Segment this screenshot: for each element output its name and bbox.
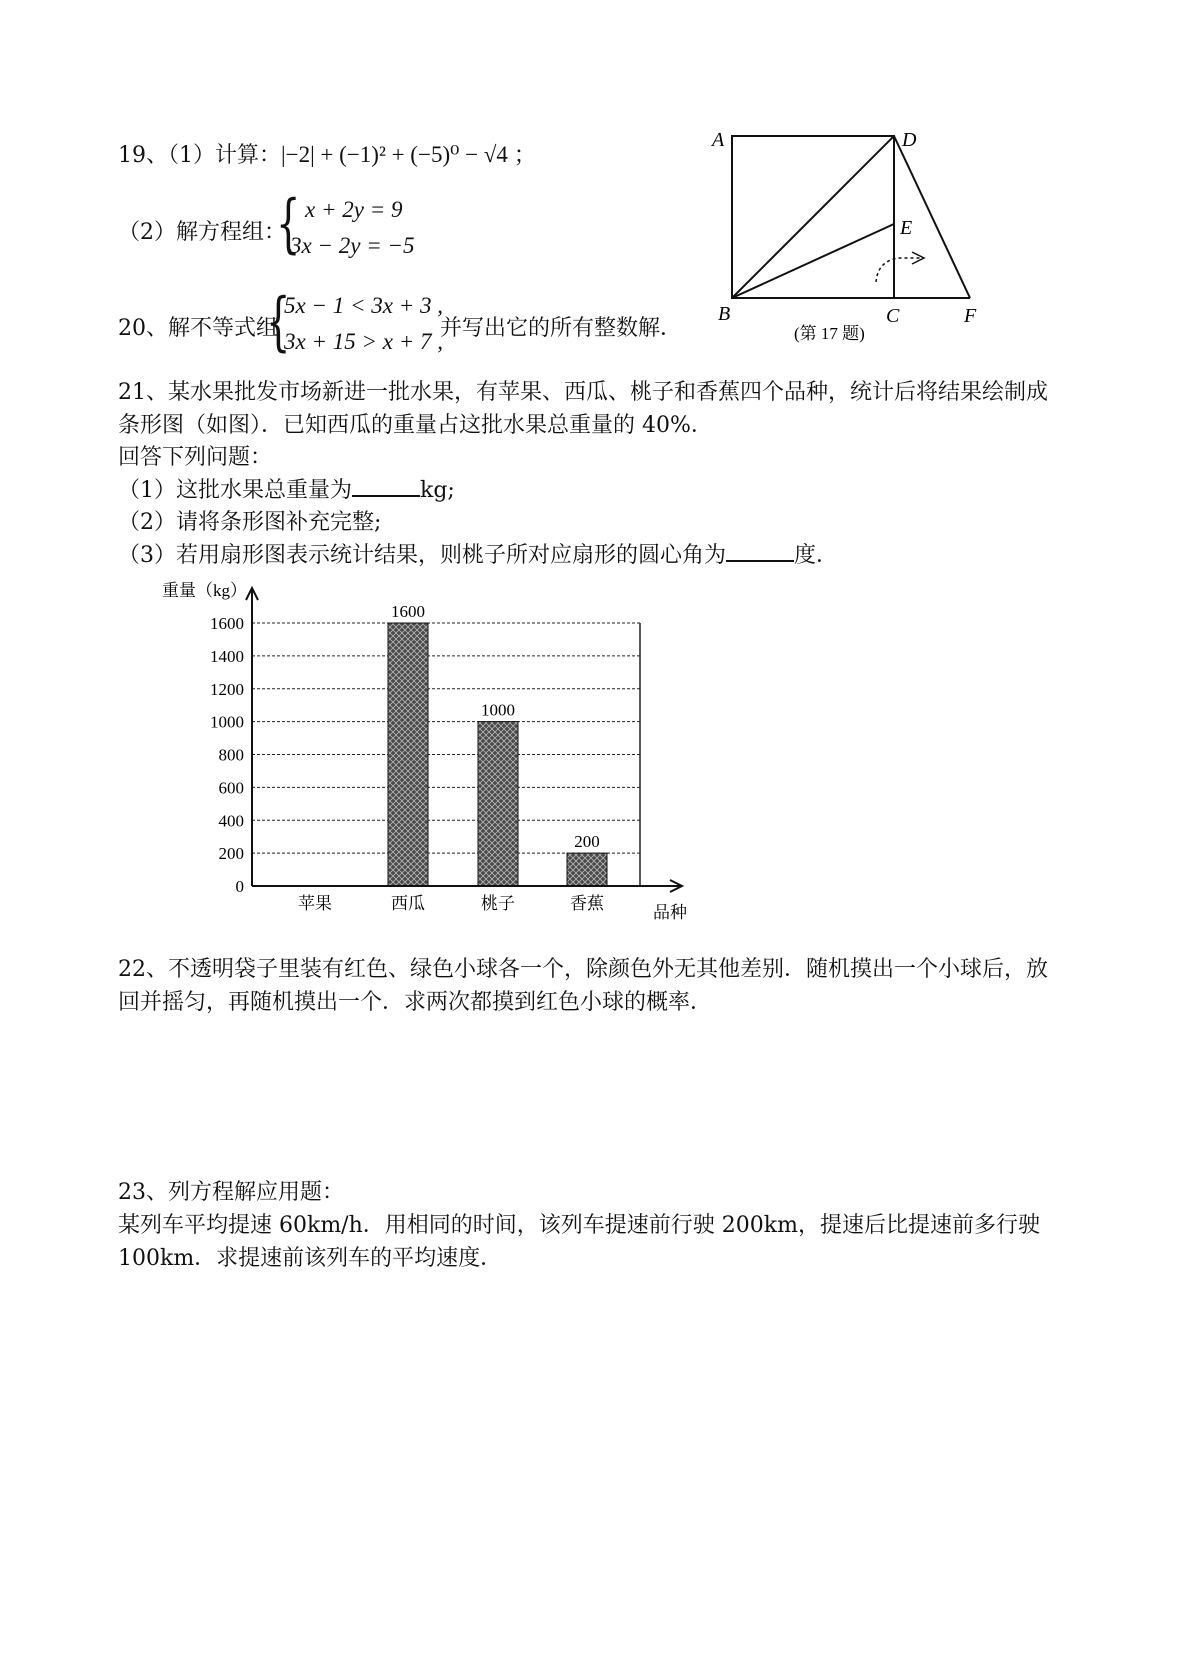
- q21-line-1: 21、某水果批发市场新进一批水果，有苹果、西瓜、桃子和香蕉四个品种，统计后将结果绘制成: [118, 380, 1048, 405]
- category-label: 西瓜: [391, 894, 425, 913]
- q20-inequality-1: 5x − 1 < 3x + 3 ,: [284, 293, 443, 318]
- label-b: B: [718, 303, 731, 325]
- y-tick-label: 200: [218, 844, 244, 864]
- bar-2: [478, 722, 518, 886]
- y-tick-label: 600: [218, 778, 244, 798]
- q21-line-2: 条形图（如图）．已知西瓜的重量占这批水果总重量的 40%．: [118, 413, 713, 438]
- y-tick-label: 1600: [210, 614, 244, 633]
- q20-tail: 并写出它的所有整数解．: [440, 316, 683, 341]
- q20-inequality-2: 3x + 15 > x + 7 ,: [284, 329, 443, 354]
- q22-line-2: 回并摇匀，再随机摸出一个．求两次都摸到红色小球的概率．: [118, 990, 713, 1015]
- answer-blank-2[interactable]: [726, 542, 794, 562]
- bar-data-label: 1000: [481, 700, 515, 720]
- q22-line-1: 22、不透明袋子里装有红色、绿色小球各一个，除颜色外无其他差别．随机摸出一个小球后，放: [118, 957, 1048, 982]
- q21-sub-2: （2）请将条形图补充完整;: [118, 510, 382, 535]
- rotation-arrow-icon: [876, 258, 920, 282]
- bar-3: [567, 853, 607, 886]
- y-axis-label: 重量（kg）: [162, 581, 247, 600]
- y-tick-label: 1000: [210, 712, 244, 732]
- q23-line-3: 100km．求提速前该列车的平均速度．: [118, 1246, 503, 1271]
- label-c: C: [886, 305, 900, 327]
- y-tick-label: 1200: [210, 679, 244, 699]
- q21-sub-1-text: （1）这批水果总重量为: [118, 478, 352, 503]
- figure-caption: (第 17 题): [794, 324, 865, 343]
- q21-line-3: 回答下列问题：: [118, 445, 273, 470]
- fruit-bar-chart: [150, 576, 710, 926]
- q20-label: 20、解不等式组: [118, 316, 278, 341]
- label-e: E: [900, 217, 913, 239]
- category-label: 香蕉: [570, 894, 604, 913]
- y-tick-label: 1400: [210, 646, 244, 666]
- q21-sub-3-text: （3）若用扇形图表示统计结果，则桃子所对应扇形的圆心角为: [118, 543, 726, 568]
- q19-expression: |−2| + (−1)² + (−5)⁰ − √4 ；: [281, 142, 537, 167]
- q23-line-1: 23、列方程解应用题：: [118, 1180, 344, 1205]
- q19-equation-2: 3x − 2y = −5: [290, 233, 415, 258]
- label-f: F: [964, 305, 977, 327]
- q23-line-2: 某列车平均提速 60km/h．用相同的时间，该列车提速前行驶 200km，提速后比提速前多行驶: [118, 1213, 1040, 1238]
- line-bd: [732, 136, 894, 298]
- x-axis-label: 品种: [653, 903, 687, 922]
- y-tick-label: 800: [218, 745, 244, 765]
- bar-1: [388, 623, 428, 886]
- y-tick-label: 0: [235, 877, 244, 896]
- q19-brace: {: [276, 187, 301, 261]
- geometry-figure: [700, 122, 1000, 352]
- q21-sub-3: [118, 538, 838, 569]
- line-be: [732, 224, 894, 298]
- answer-blank-1[interactable]: [352, 477, 420, 497]
- q19-part1: [118, 136, 537, 169]
- q19-equation-1: x + 2y = 9: [305, 197, 403, 222]
- q21-sub-1: [118, 473, 455, 504]
- label-a: A: [712, 129, 725, 151]
- category-label: 桃子: [481, 894, 515, 913]
- y-tick-label: 400: [218, 811, 244, 831]
- q20-brace: {: [266, 285, 291, 359]
- bar-data-label: 200: [574, 832, 600, 852]
- category-label: 苹果: [298, 894, 332, 913]
- bar-data-label: 1600: [391, 602, 425, 621]
- q21-sub-1-unit: kg;: [420, 478, 455, 503]
- label-d: D: [902, 129, 917, 151]
- q19-part2-label: （2）解方程组：: [118, 220, 286, 245]
- q19-label: 19、（1）计算：: [118, 143, 281, 168]
- q21-sub-3-unit: 度．: [794, 543, 839, 568]
